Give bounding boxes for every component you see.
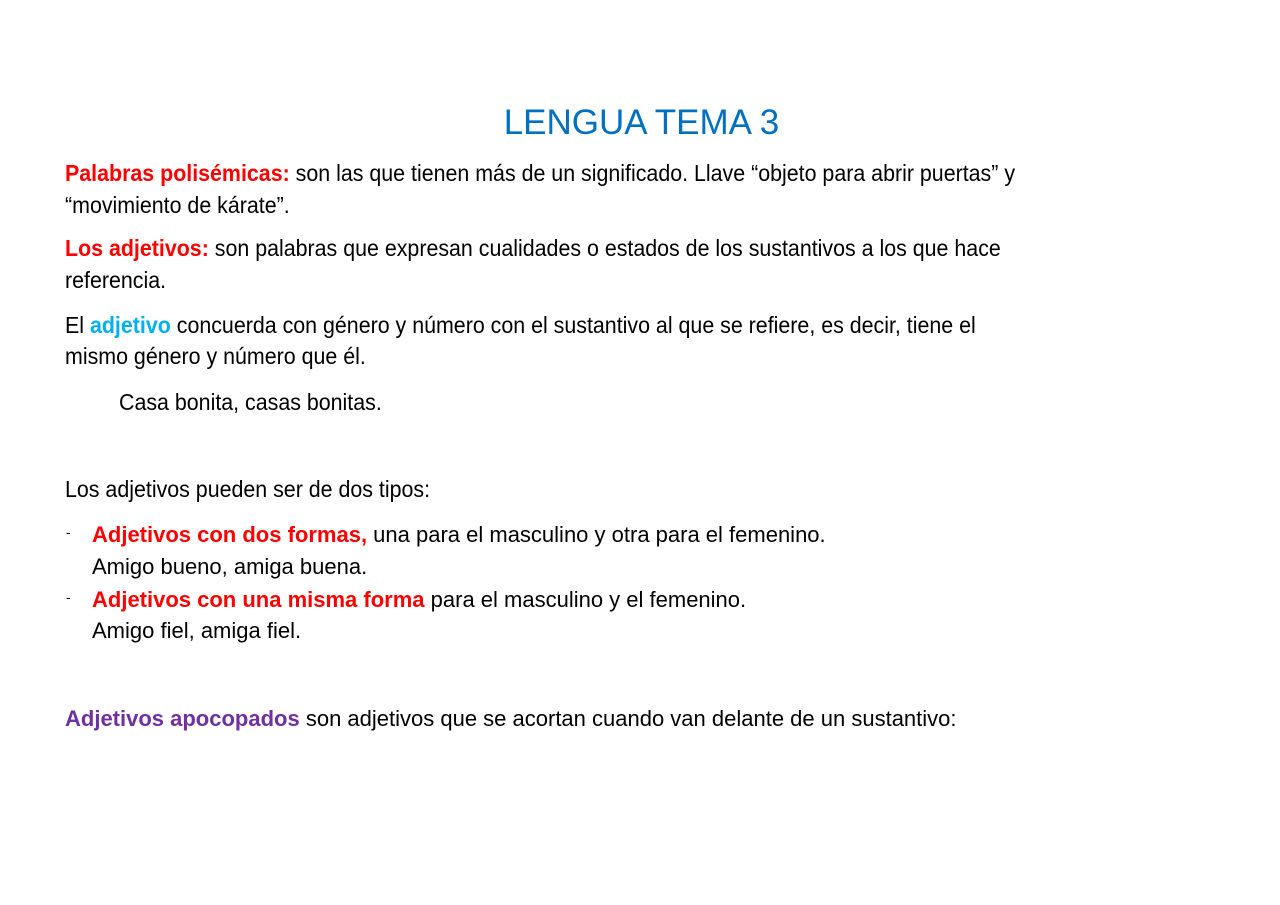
bullet-dash: - [66,589,71,605]
tipo-example-2: Amigo fiel, amiga fiel. [92,618,302,643]
concordancia-example: Casa bonita, casas bonitas. [119,389,382,415]
tipo-item-2 [92,589,746,611]
term-adjetivo: adjetivo [89,312,171,338]
tipo-item-1 [92,524,826,546]
polisemicas-line-1 [65,162,1015,185]
concordancia-line-1 [65,314,976,337]
tipo-text: una para el masculino y otra para el femenino. [367,522,826,547]
adjetivos-line-2: referencia. [65,267,167,293]
definition-text: son adjetivos que se acortan cuando van delante de un sustantivo: [299,706,957,731]
concordancia-line-2: mismo género y número que él. [65,343,366,369]
prefix-text: El [65,312,90,338]
definition-text: concuerda con género y número con el sustantivo al que se refiere, es decir, tiene el [170,312,976,338]
apocopados-line [65,708,957,730]
page-title: LENGUA TEMA 3 [503,103,780,142]
definition-text: son palabras que expresan cualidades o estados de los sustantivos a los que hace [208,235,1001,261]
tipo-example-1: Amigo bueno, amiga buena. [92,554,368,579]
polisemicas-line-2: “movimiento de kárate”. [65,192,290,218]
tipos-intro: Los adjetivos pueden ser de dos tipos: [65,476,431,502]
term-apocopados: Adjetivos apocopados [65,706,300,731]
term-misma-forma: Adjetivos con una misma forma [92,587,425,612]
definition-text: son las que tienen más de un significado. Llave “objeto para abrir puertas” y [289,160,1016,186]
tipo-text: para el masculino y el femenino. [424,587,747,612]
term-polisemicas: Palabras polisémicas: [65,160,290,186]
bullet-dash: - [66,524,71,540]
term-dos-formas: Adjetivos con dos formas, [92,522,368,547]
term-adjetivos: Los adjetivos: [65,235,209,261]
adjetivos-line-1 [65,237,1001,260]
